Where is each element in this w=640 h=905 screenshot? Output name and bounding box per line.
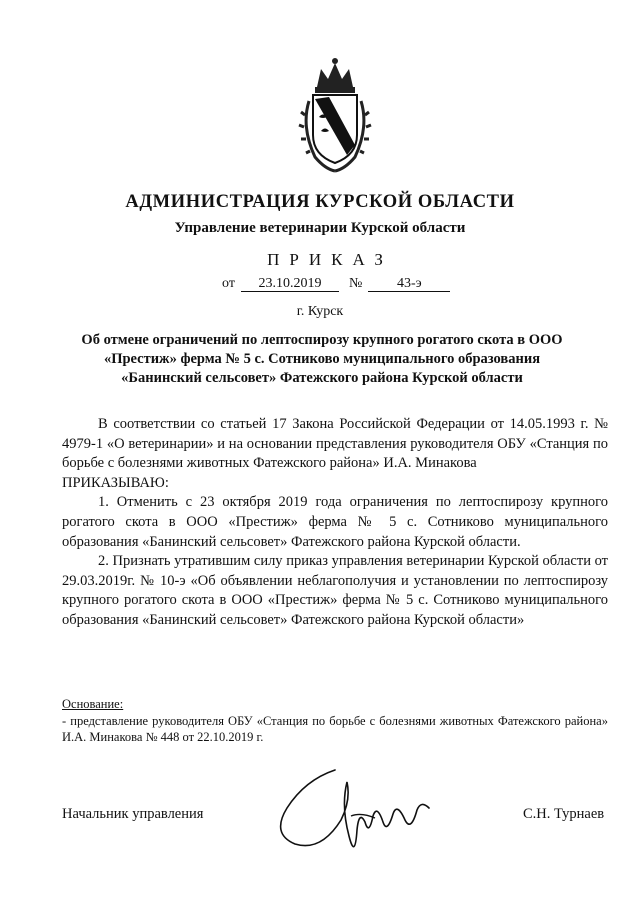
basis-text: - представление руководителя ОБУ «Станция по борьбе с болезнями животных Фатежского района» И.А. Минакова № 448 от 22.10.2019 г. [62,713,608,744]
order-item-1: 1. Отменить с 23 октября 2019 года ограничения по лептоспирозу крупного рогатого скота в ООО «Престиж» ферма № 5 с. Сотниково муниципального образования «Банинский сельсовет» Фатежского района Курской области. [62,494,608,550]
basis-section [62,696,608,746]
coat-of-arms-icon [295,57,375,175]
signatory-position: Начальник управления [62,806,204,822]
order-item-2: 2. Признать утратившим силу приказ управления ветеринарии Курской области от 29.03.2019г. № 10-э «Об объявлении неблагополучия и установлении по лептоспирозу крупного рогатого скота в ООО «Престиж» ферма № 5 с. Сотниково муниципального образования «Банинский сельсовет» Фатежского района Курской области» [62,553,608,628]
city: г. Курск [296,304,344,319]
order-body [62,415,608,631]
department-name: Управление ветеринарии Курской области [174,220,466,236]
intro-paragraph: В соответствии со статьей 17 Закона Российской Федерации от 14.05.1993 г. № 4979-1 «О ветеринарии» и на основании представления руководителя ОБУ «Станция по борьбе с болезнями животных Фатежского района» И.А. Минакова [62,416,608,472]
order-heading: Об отмене ограничений по лептоспирозу крупного рогатого скота в ООО «Престиж» ферма № 5 с. Сотниково муниципального образования «Банинский сельсовет» Фатежского района Курской области [81,332,563,386]
order-date: 23.10.2019 [241,277,339,292]
number-prefix: № [348,276,363,291]
signature-image [265,760,445,870]
order-word: ПРИКАЗЫВАЮ: [62,474,169,491]
signatory-name: С.Н. Турнаев [523,806,605,822]
document-type: ПРИКАЗ [267,250,393,269]
date-number-line [222,276,450,292]
basis-label: Основание: [62,697,124,711]
organization-title: АДМИНИСТРАЦИЯ КУРСКОЙ ОБЛАСТИ [125,192,515,212]
order-number: 43-э [368,277,450,292]
date-prefix: от [222,276,235,291]
